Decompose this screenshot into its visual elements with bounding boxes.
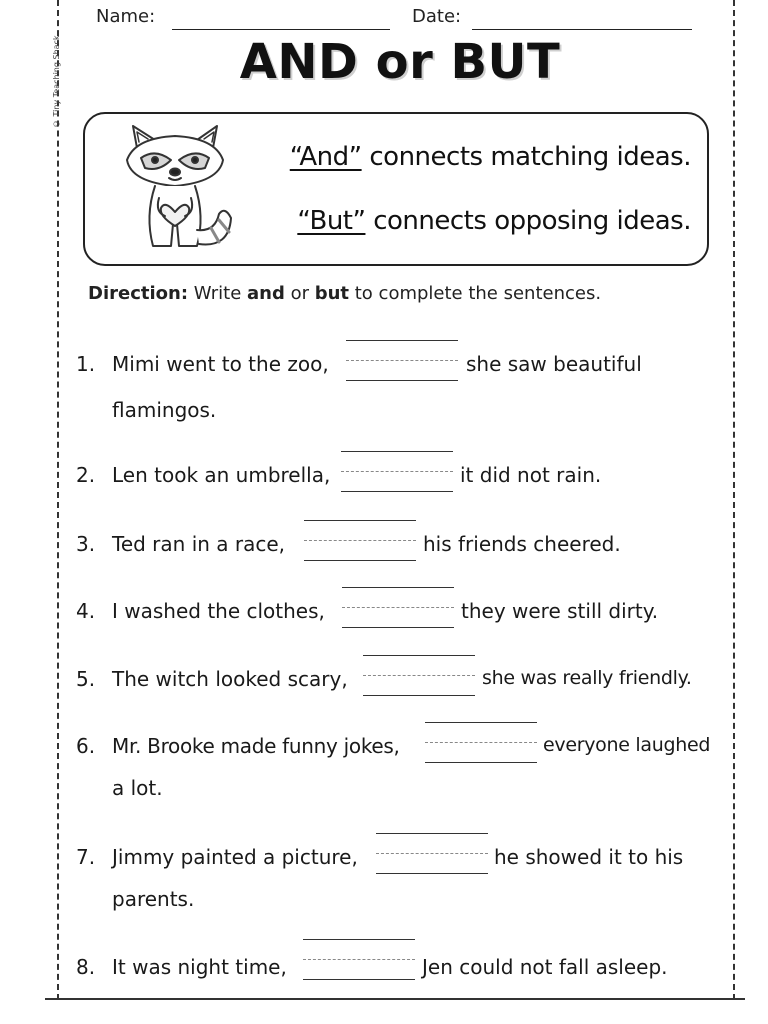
answer-blank[interactable] xyxy=(363,655,475,699)
direction-and: and xyxy=(247,283,285,304)
question-number: 1. xyxy=(76,352,96,376)
question-number: 5. xyxy=(76,667,96,691)
direction-label: Direction: xyxy=(88,283,189,304)
question-after: it did not rain. xyxy=(460,463,602,487)
answer-blank[interactable] xyxy=(303,939,415,983)
rule-and-word: “And” xyxy=(289,142,362,172)
rule-and-text: connects matching ideas. xyxy=(361,142,691,172)
date-field[interactable] xyxy=(472,29,692,30)
page-border-right xyxy=(733,0,735,1000)
question-after: he showed it to his xyxy=(494,845,684,869)
name-field[interactable] xyxy=(172,29,390,30)
answer-blank[interactable] xyxy=(376,833,488,877)
page-border-bottom xyxy=(45,998,745,1000)
question-number: 6. xyxy=(76,734,96,758)
name-label: Name: xyxy=(96,6,156,27)
question-number: 4. xyxy=(76,599,96,623)
direction-but: but xyxy=(314,283,350,304)
rule-but-word: “But” xyxy=(297,206,366,236)
direction-part1: Write xyxy=(188,283,247,304)
question-after: everyone laughed xyxy=(543,734,711,756)
rule-and xyxy=(290,142,691,172)
question-after: they were still dirty. xyxy=(461,599,659,623)
question-before: It was night time, xyxy=(112,955,287,979)
rule-but-text: connects opposing ideas. xyxy=(365,206,691,236)
question-before: I washed the clothes, xyxy=(112,599,325,623)
question-after: she was really friendly. xyxy=(482,667,692,689)
question-number: 8. xyxy=(76,955,96,979)
rule-but xyxy=(297,206,691,236)
rule-box xyxy=(83,112,709,266)
question-after: Jen could not fall asleep. xyxy=(422,955,668,979)
question-number: 3. xyxy=(76,532,96,556)
question-after: his friends cheered. xyxy=(423,532,621,556)
direction-part3: to complete the sentences. xyxy=(349,283,602,304)
answer-blank[interactable] xyxy=(341,451,453,495)
worksheet-title: AND or BUT xyxy=(239,34,561,90)
page-border-left xyxy=(57,0,59,1000)
answer-blank[interactable] xyxy=(346,340,458,384)
direction-part2: or xyxy=(284,283,315,304)
answer-blank[interactable] xyxy=(304,520,416,564)
question-before: Ted ran in a race, xyxy=(112,532,286,556)
question-before: Mr. Brooke made funny jokes, xyxy=(112,734,400,758)
raccoon-icon xyxy=(115,120,235,260)
copyright-note: © Tiny Teaching Shack xyxy=(52,35,61,128)
question-continued: a lot. xyxy=(112,776,163,800)
question-number: 7. xyxy=(76,845,96,869)
question-continued: parents. xyxy=(112,887,195,911)
question-before: The witch looked scary, xyxy=(112,667,348,691)
answer-blank[interactable] xyxy=(425,722,537,766)
question-before: Jimmy painted a picture, xyxy=(112,845,358,869)
name-date-row xyxy=(96,6,696,32)
date-label: Date: xyxy=(412,6,462,27)
question-before: Mimi went to the zoo, xyxy=(112,352,329,376)
answer-blank[interactable] xyxy=(342,587,454,631)
question-continued: flamingos. xyxy=(112,398,217,422)
question-before: Len took an umbrella, xyxy=(112,463,331,487)
question-after: she saw beautiful xyxy=(466,352,642,376)
question-number: 2. xyxy=(76,463,96,487)
direction-text xyxy=(88,283,601,304)
